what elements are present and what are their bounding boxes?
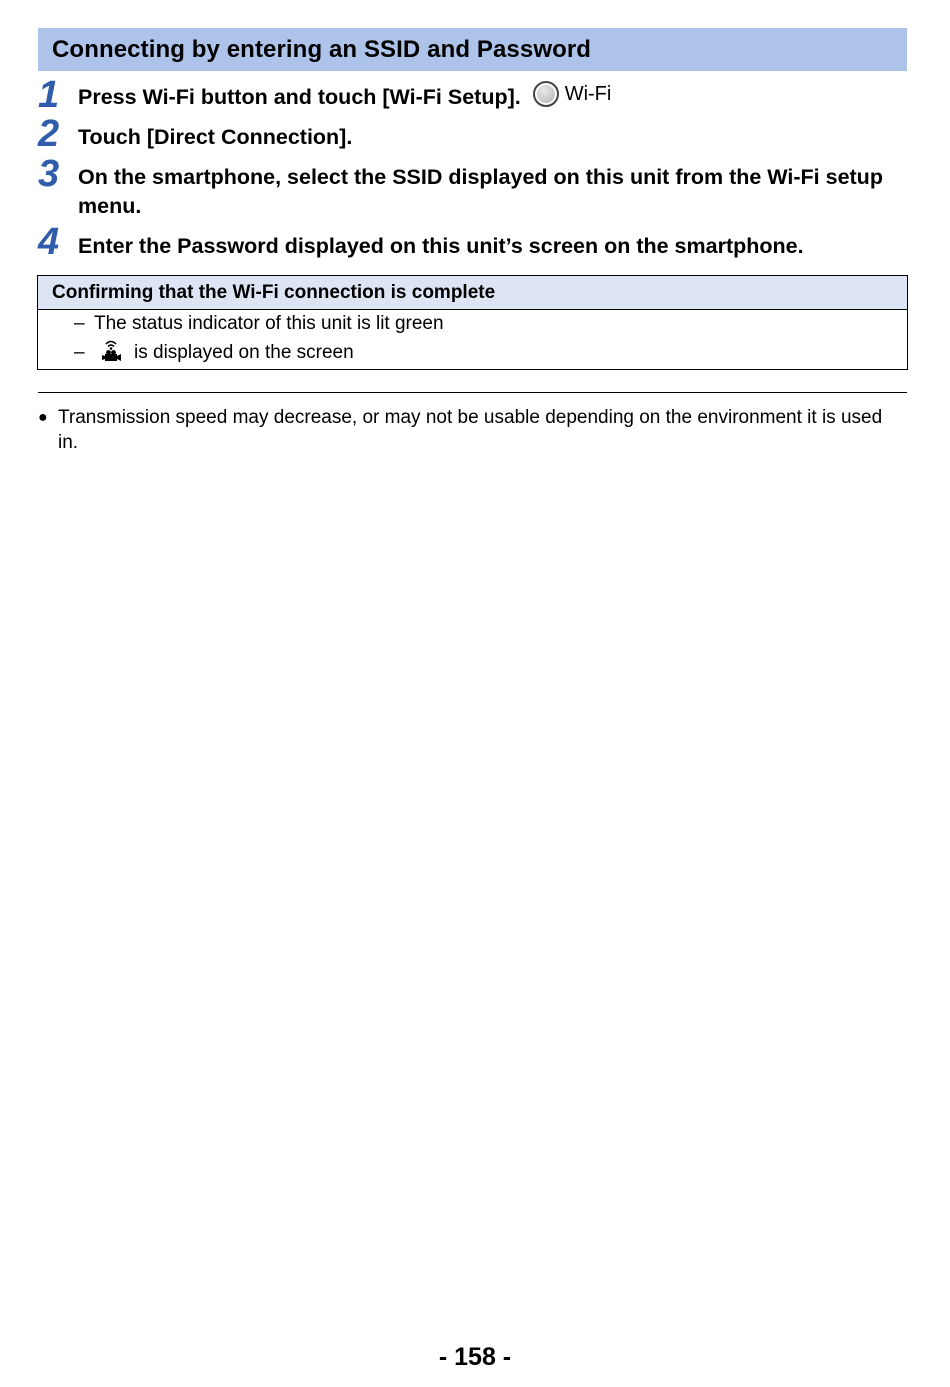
note-text: Transmission speed may decrease, or may not be usable depending on the environment it is used in. bbox=[58, 407, 883, 453]
confirm-title: Confirming that the Wi-Fi connection is complete bbox=[38, 276, 907, 310]
step-1-text: Press Wi-Fi button and touch [Wi-Fi Setup]. bbox=[78, 85, 521, 109]
step-number: 1 bbox=[38, 74, 60, 116]
page-number: - 158 - bbox=[438, 1343, 512, 1371]
step-number: 3 bbox=[38, 153, 60, 195]
wifi-camera-icon bbox=[100, 338, 122, 368]
step-number: 2 bbox=[38, 113, 60, 155]
step-text: Touch [Direct Connection]. bbox=[78, 125, 353, 149]
divider bbox=[38, 392, 907, 393]
round-button-icon bbox=[533, 81, 559, 107]
wifi-button-indicator bbox=[533, 80, 612, 109]
confirm-item bbox=[74, 313, 444, 335]
confirm-item bbox=[74, 338, 354, 368]
step-text: Enter the Password displayed on this unit’s screen on the smartphone. bbox=[78, 234, 804, 258]
section-header bbox=[38, 28, 907, 71]
dash: – bbox=[74, 342, 85, 363]
section-title: Connecting by entering an SSID and Password bbox=[52, 35, 592, 63]
wifi-button-label: Wi-Fi bbox=[564, 82, 612, 105]
confirm-box bbox=[37, 275, 908, 370]
step-text bbox=[78, 83, 908, 113]
step-number: 4 bbox=[38, 221, 60, 263]
dash: – bbox=[74, 313, 85, 334]
bullet: ● bbox=[38, 409, 48, 426]
step-text: On the smartphone, select the SSID displayed on this unit from the Wi-Fi setup menu. bbox=[78, 165, 883, 218]
note bbox=[38, 405, 907, 455]
confirm-item-text: The status indicator of this unit is lit green bbox=[94, 313, 444, 334]
confirm-item-text: is displayed on the screen bbox=[134, 342, 354, 363]
